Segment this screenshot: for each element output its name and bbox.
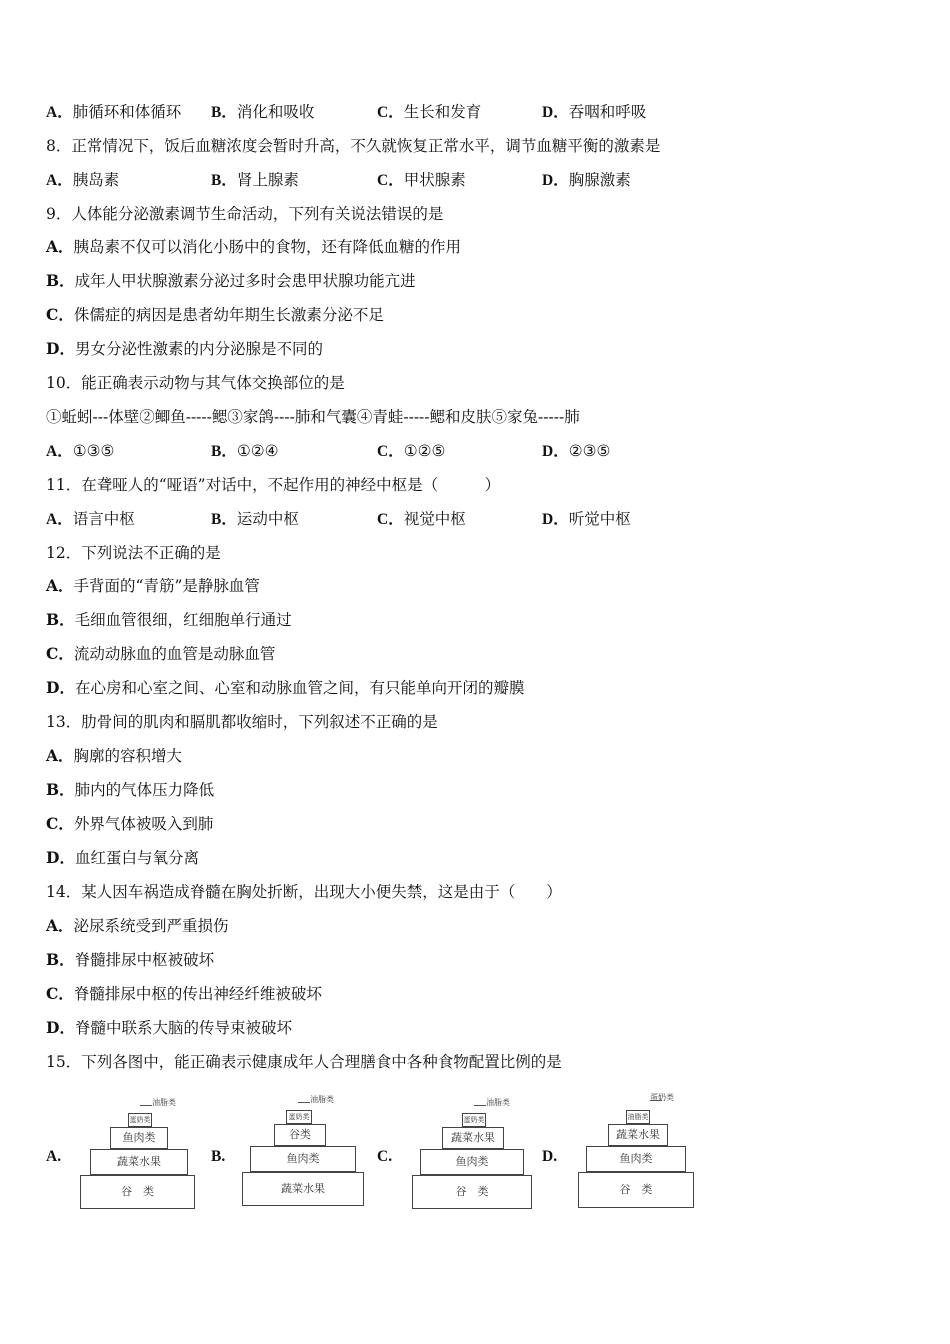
- pyramid-a-top-tag: 油脂类: [152, 1098, 176, 1107]
- food-pyramid-b: [242, 1092, 364, 1207]
- q14-option-a: A．泌尿系统受到严重损伤: [46, 916, 229, 935]
- q7-option-a: A．肺循环和体循环: [46, 103, 182, 121]
- q8-option-d: D．胸腺激素: [542, 171, 631, 189]
- q14-option-d: D．脊髓中联系大脑的传导束被破坏: [46, 1018, 292, 1037]
- q10-stem: 10．能正确表示动物与其气体交换部位的是: [46, 374, 345, 392]
- q13-option-d: D．血红蛋白与氧分离: [46, 848, 199, 867]
- q14-stem: 14．某人因车祸造成脊髓在胸处折断，出现大小便失禁，这是由于（ ）: [46, 883, 562, 901]
- q12-option-c: C．流动动脉血的血管是动脉血管: [46, 644, 276, 663]
- q13-option-c: C．外界气体被吸入到肺: [46, 814, 214, 833]
- q11-stem: 11．在聋哑人的“哑语”对话中，不起作用的神经中枢是（ ）: [46, 476, 501, 494]
- q9-option-c: C．侏儒症的病因是患者幼年期生长激素分泌不足: [46, 305, 384, 324]
- pyramid-a-tier-4: 谷 类: [80, 1175, 195, 1209]
- pyramid-d-tier-1: 油脂类: [626, 1110, 650, 1124]
- q13-stem: 13．肋骨间的肌肉和膈肌都收缩时，下列叙述不正确的是: [46, 713, 438, 731]
- pyramid-d-tier-3: 鱼肉类: [586, 1146, 686, 1172]
- q12-option-b: B．毛细血管很细，红细胞单行通过: [46, 610, 292, 629]
- q10-option-a: A．①③⑤: [46, 442, 115, 460]
- q8-stem: 8．正常情况下，饭后血糖浓度会暂时升高，不久就恢复正常水平，调节血糖平衡的激素是: [46, 137, 661, 155]
- pyramid-d-tier-2: 蔬菜水果: [608, 1124, 668, 1146]
- q11-option-d: D．听觉中枢: [542, 510, 631, 528]
- pyramid-b-tier-2: 谷类: [274, 1124, 326, 1146]
- q9-option-b: B．成年人甲状腺激素分泌过多时会患甲状腺功能亢进: [46, 271, 416, 290]
- q10-option-d: D．②③⑤: [542, 442, 611, 460]
- pyramid-b-tier-1: 蛋奶类: [286, 1110, 312, 1124]
- q13-option-b: B．肺内的气体压力降低: [46, 780, 215, 799]
- pyramid-d-tier-4: 谷 类: [578, 1172, 694, 1208]
- q12-option-d: D．在心房和心室之间、心室和动脉血管之间，有只能单向开闭的瓣膜: [46, 678, 525, 697]
- pyramid-a-tier-2: 鱼肉类: [110, 1127, 168, 1149]
- pyramid-b-tier-3: 鱼肉类: [250, 1146, 356, 1172]
- q15-label-b: B.: [211, 1148, 226, 1165]
- q11-option-a: A．语言中枢: [46, 510, 135, 528]
- pyramid-c-tier-3: 鱼肉类: [420, 1149, 524, 1175]
- pyramid-c-tier-2: 蔬菜水果: [442, 1127, 504, 1149]
- food-pyramid-a: [80, 1095, 195, 1210]
- q14-option-b: B．脊髓排尿中枢被破坏: [46, 950, 215, 969]
- food-pyramid-d: [578, 1092, 694, 1210]
- q8-option-b: B．肾上腺素: [211, 171, 299, 189]
- pyramid-c-tier-4: 谷 类: [412, 1175, 532, 1209]
- q15-label-c: C.: [377, 1148, 393, 1165]
- q11-option-b: B．运动中枢: [211, 510, 299, 528]
- q12-stem: 12．下列说法不正确的是: [46, 544, 221, 562]
- q15-label-a: A.: [46, 1148, 62, 1165]
- q8-option-a: A．胰岛素: [46, 171, 120, 189]
- q12-option-a: A．手背面的“青筋”是静脉血管: [46, 576, 260, 595]
- pyramid-c-tier-1: 蛋奶类: [462, 1113, 486, 1127]
- q7-option-d: D．吞咽和呼吸: [542, 103, 647, 121]
- q7-option-c: C．生长和发育: [377, 103, 482, 121]
- q10-list: ①蚯蚓---体壁②鲫鱼-----鳃③家鸽----肺和气囊④青蛙-----鳃和皮肤⑤家兔-----肺: [46, 408, 580, 426]
- q15-label-d: D.: [542, 1148, 558, 1165]
- pyramid-b-tier-4: 蔬菜水果: [242, 1172, 364, 1206]
- q13-option-a: A．胸廓的容积增大: [46, 746, 183, 765]
- q10-option-c: C．①②⑤: [377, 442, 446, 460]
- pyramid-d-top-tag: 蛋奶类: [650, 1093, 674, 1102]
- q9-option-a: A．胰岛素不仅可以消化小肠中的食物，还有降低血糖的作用: [46, 237, 462, 256]
- pyramid-c-top-tag: 油脂类: [486, 1098, 510, 1107]
- pyramid-a-tier-1: 蛋奶类: [128, 1113, 152, 1127]
- food-pyramid-c: [412, 1095, 532, 1210]
- q15-stem: 15．下列各图中，能正确表示健康成年人合理膳食中各种食物配置比例的是: [46, 1053, 562, 1071]
- q14-option-c: C．脊髓排尿中枢的传出神经纤维被破坏: [46, 984, 322, 1003]
- q10-option-b: B．①②④: [211, 442, 279, 460]
- pyramid-a-tier-3: 蔬菜水果: [90, 1149, 188, 1175]
- q7-option-b: B．消化和吸收: [211, 103, 315, 121]
- pyramid-b-top-tag: 油脂类: [310, 1095, 334, 1104]
- q9-stem: 9．人体能分泌激素调节生命活动，下列有关说法错误的是: [46, 205, 444, 223]
- q11-option-c: C．视觉中枢: [377, 510, 466, 528]
- q8-option-c: C．甲状腺素: [377, 171, 466, 189]
- q9-option-d: D．男女分泌性激素的内分泌腺是不同的: [46, 339, 323, 358]
